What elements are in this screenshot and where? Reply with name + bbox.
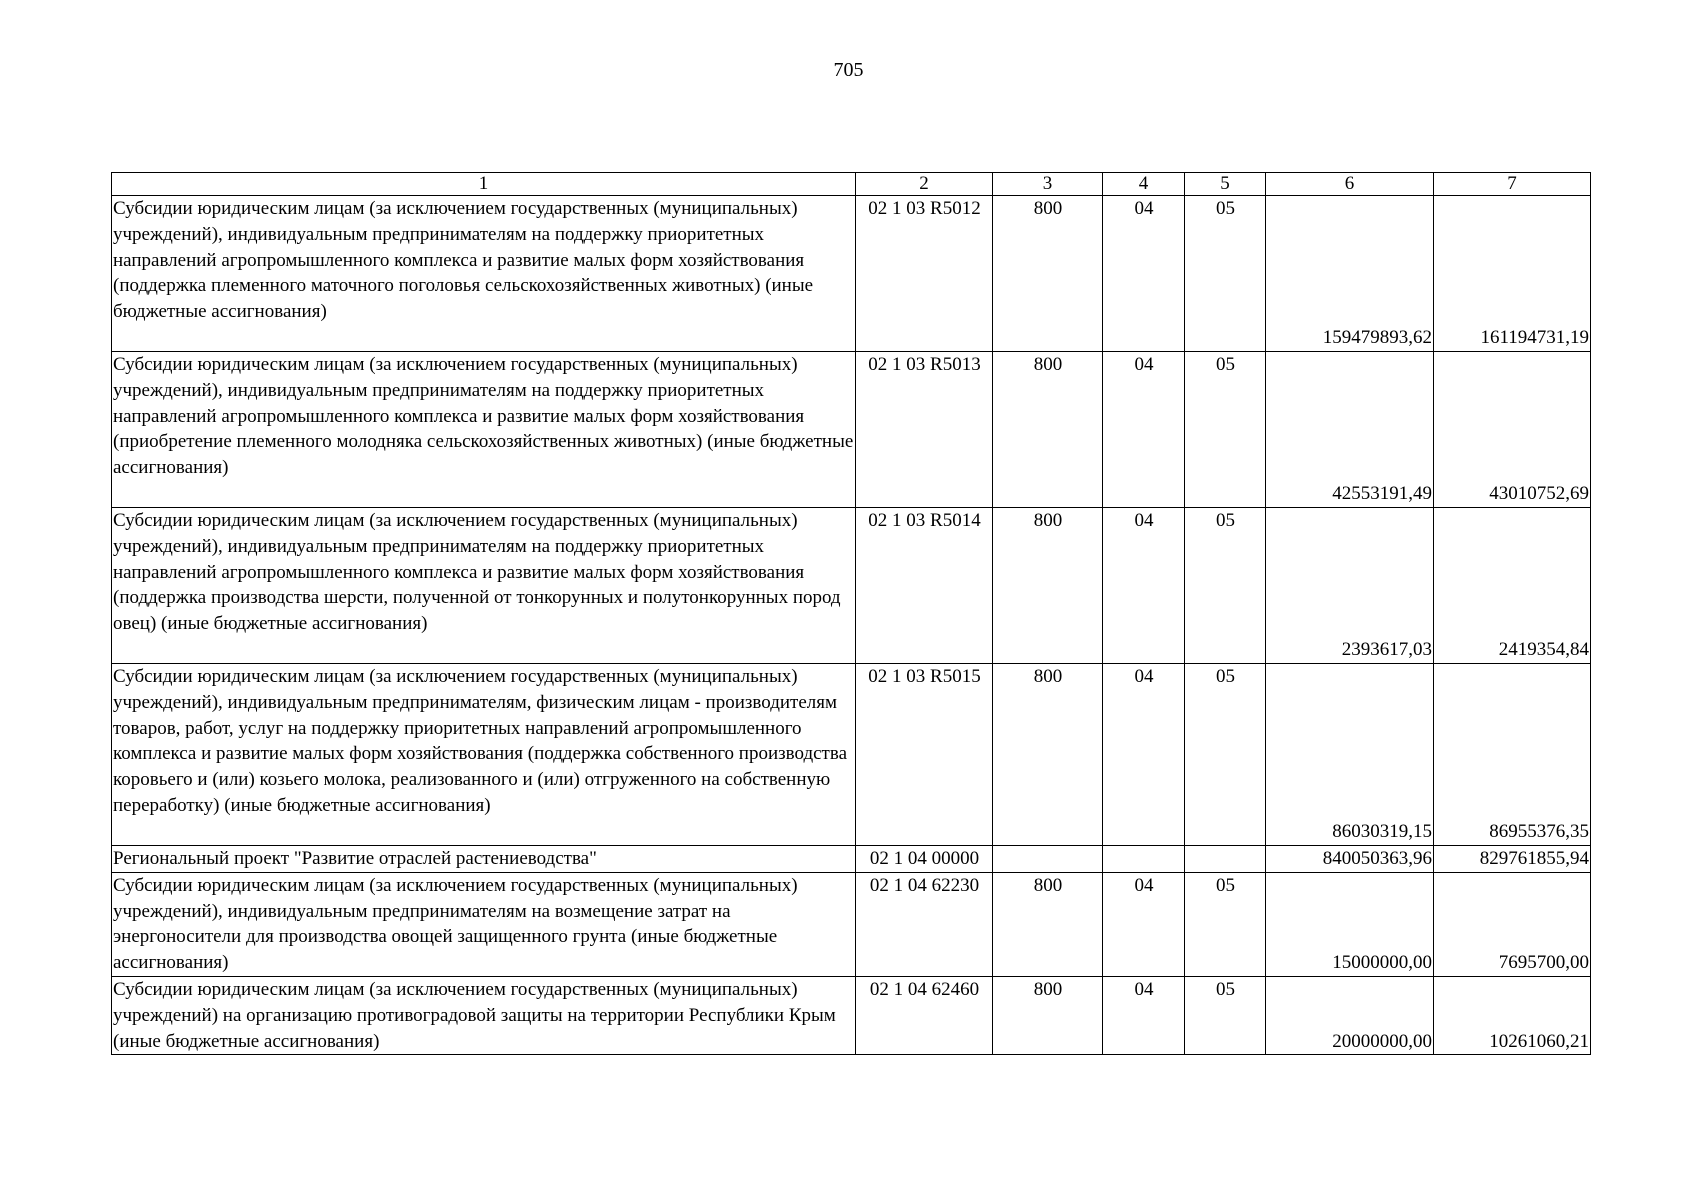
row-col4 — [1103, 846, 1185, 873]
header-cell-1: 1 — [112, 173, 856, 196]
table-row — [112, 872, 1591, 976]
row-amount-6: 2393617,03 — [1266, 508, 1434, 664]
row-code: 02 1 04 62460 — [856, 976, 993, 1054]
row-code: 02 1 03 R5013 — [856, 352, 993, 508]
row-col5: 05 — [1185, 508, 1266, 664]
table-row — [112, 976, 1591, 1054]
row-code: 02 1 03 R5012 — [856, 196, 993, 352]
row-col5 — [1185, 846, 1266, 873]
row-amount-7: 2419354,84 — [1434, 508, 1591, 664]
row-amount-7: 161194731,19 — [1434, 196, 1591, 352]
table-row — [112, 196, 1591, 352]
row-col4: 04 — [1103, 872, 1185, 976]
row-col5: 05 — [1185, 196, 1266, 352]
header-cell-7: 7 — [1434, 173, 1591, 196]
header-cell-2: 2 — [856, 173, 993, 196]
header-row — [112, 173, 1591, 196]
table-row — [112, 846, 1591, 873]
row-col3: 800 — [993, 352, 1103, 508]
row-description: Субсидии юридическим лицам (за исключением государственных (муниципальных) учреждений), индивидуальным предпринимателям на поддержку приоритетных направлений агропромышленного комплекса и развитие малых форм хозяйствования (приобретение племенного молодняка сельскохозяйственных животных) (иные бюджетные ассигнования) — [112, 352, 856, 508]
row-code: 02 1 04 62230 — [856, 872, 993, 976]
row-amount-6: 20000000,00 — [1266, 976, 1434, 1054]
header-cell-3: 3 — [993, 173, 1103, 196]
row-amount-6: 42553191,49 — [1266, 352, 1434, 508]
row-code: 02 1 03 R5014 — [856, 508, 993, 664]
table-row — [112, 352, 1591, 508]
row-description: Субсидии юридическим лицам (за исключением государственных (муниципальных) учреждений), индивидуальным предпринимателям на возмещение затрат на энергоносители для производства овощей защищенного грунта (иные бюджетные ассигнования) — [112, 872, 856, 976]
row-amount-6: 15000000,00 — [1266, 872, 1434, 976]
row-col5: 05 — [1185, 976, 1266, 1054]
row-description: Региональный проект "Развитие отраслей растениеводства" — [112, 846, 856, 873]
row-col3: 800 — [993, 196, 1103, 352]
row-amount-7: 86955376,35 — [1434, 664, 1591, 846]
row-col4: 04 — [1103, 976, 1185, 1054]
row-code: 02 1 04 00000 — [856, 846, 993, 873]
row-description: Субсидии юридическим лицам (за исключением государственных (муниципальных) учреждений), индивидуальным предпринимателям на поддержку приоритетных направлений агропромышленного комплекса и развитие малых форм хозяйствования (поддержка племенного маточного поголовья сельскохозяйственных животных) (иные бюджетные ассигнования) — [112, 196, 856, 352]
row-col4: 04 — [1103, 508, 1185, 664]
row-col4: 04 — [1103, 196, 1185, 352]
header-cell-4: 4 — [1103, 173, 1185, 196]
row-col5: 05 — [1185, 352, 1266, 508]
row-amount-6: 840050363,96 — [1266, 846, 1434, 873]
row-col5: 05 — [1185, 664, 1266, 846]
row-col4: 04 — [1103, 664, 1185, 846]
budget-table — [111, 172, 1591, 1055]
header-cell-5: 5 — [1185, 173, 1266, 196]
row-amount-7: 10261060,21 — [1434, 976, 1591, 1054]
row-col5: 05 — [1185, 872, 1266, 976]
row-col3: 800 — [993, 664, 1103, 846]
row-amount-7: 43010752,69 — [1434, 352, 1591, 508]
row-amount-7: 7695700,00 — [1434, 872, 1591, 976]
row-col3: 800 — [993, 976, 1103, 1054]
row-col3 — [993, 846, 1103, 873]
row-col3: 800 — [993, 872, 1103, 976]
row-amount-6: 86030319,15 — [1266, 664, 1434, 846]
row-description: Субсидии юридическим лицам (за исключением государственных (муниципальных) учреждений), индивидуальным предпринимателям, физическим лицам - производителям товаров, работ, услуг на поддержку приоритетных направлений агропромышленного комплекса и развитие малых форм хозяйствования (поддержка собственного производства коровьего и (или) козьего молока, реализованного и (или) отгруженного на собственную переработку) (иные бюджетные ассигнования) — [112, 664, 856, 846]
row-description: Субсидии юридическим лицам (за исключением государственных (муниципальных) учреждений) на организацию противоградовой защиты на территории Республики Крым (иные бюджетные ассигнования) — [112, 976, 856, 1054]
row-amount-7: 829761855,94 — [1434, 846, 1591, 873]
row-code: 02 1 03 R5015 — [856, 664, 993, 846]
row-amount-6: 159479893,62 — [1266, 196, 1434, 352]
header-cell-6: 6 — [1266, 173, 1434, 196]
row-description: Субсидии юридическим лицам (за исключением государственных (муниципальных) учреждений), индивидуальным предпринимателям на поддержку приоритетных направлений агропромышленного комплекса и развитие малых форм хозяйствования (поддержка производства шерсти, полученной от тонкорунных и полутонкорунных пород овец) (иные бюджетные ассигнования) — [112, 508, 856, 664]
table-row — [112, 508, 1591, 664]
row-col4: 04 — [1103, 352, 1185, 508]
page-number: 705 — [833, 59, 864, 81]
row-col3: 800 — [993, 508, 1103, 664]
table-row — [112, 664, 1591, 846]
